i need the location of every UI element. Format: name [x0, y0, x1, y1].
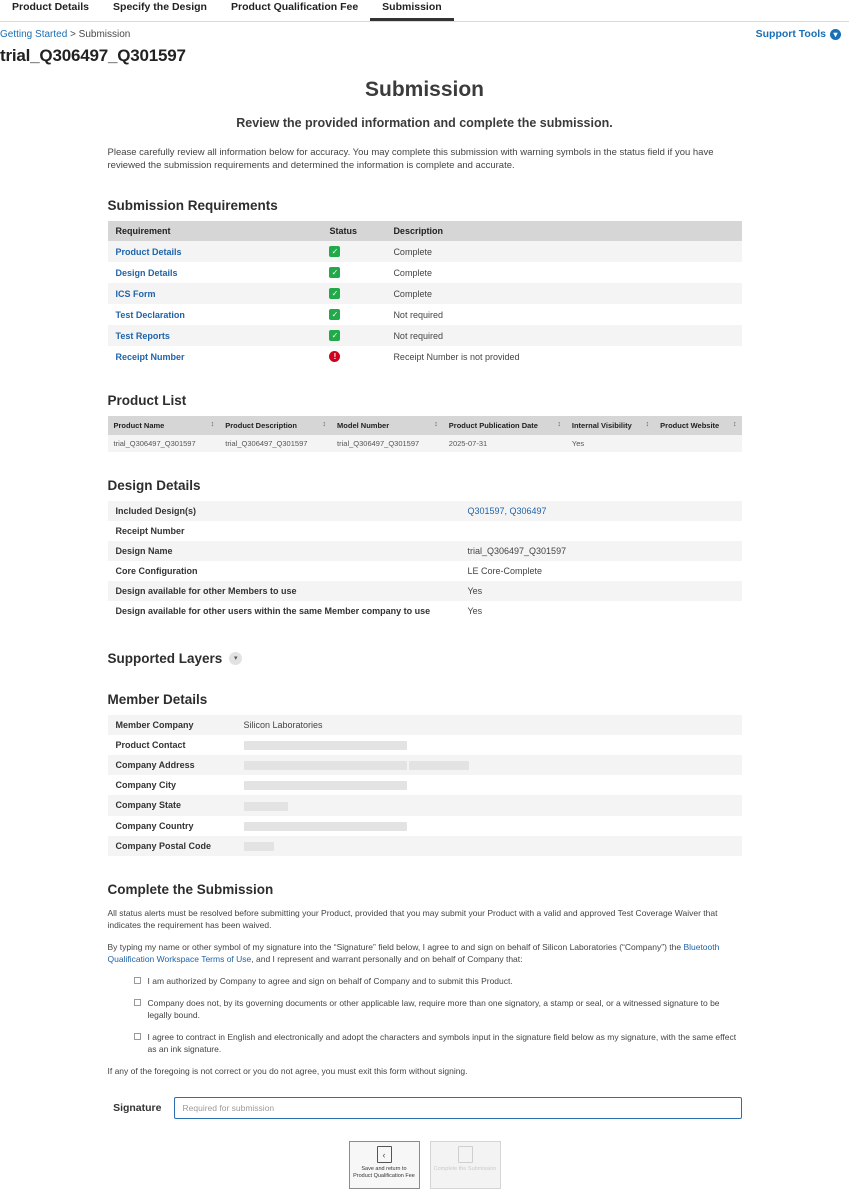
table-row: [108, 501, 742, 521]
value-company-postal-code: [236, 836, 742, 856]
consent-label-authorized: I am authorized by Company to agree and sign on behalf of Company and to submit this Product.: [147, 975, 513, 986]
column-label: Product Publication Date: [448, 421, 538, 430]
terms-pre-text: By typing my name or other symbol of my signature into the “Signature” field below, I agree to and sign on behalf of Silicon Laboratories (“Company”) the: [107, 941, 684, 952]
value-receipt-number: [460, 521, 742, 541]
save-and-return-button[interactable]: [349, 1141, 420, 1189]
requirement-link-test-declaration[interactable]: Test Declaration: [115, 309, 185, 320]
column-label: Internal Visibility: [571, 421, 632, 430]
requirement-cell: [108, 304, 322, 325]
description-cell: Not required: [393, 330, 443, 341]
cell-publication-date: 2025-07-31: [443, 435, 566, 452]
status-cell: [321, 346, 385, 367]
submission-requirements-table: [108, 221, 742, 367]
complete-submission-heading: Complete the Submission: [107, 881, 274, 897]
value-design-available-members: Yes: [460, 581, 742, 601]
consent-row-single-signatory: [134, 997, 742, 1021]
complete-submission-button[interactable]: [430, 1141, 501, 1189]
requirement-link-design-details[interactable]: Design Details: [115, 267, 178, 278]
value-member-company: Silicon Laboratories: [236, 715, 742, 735]
value-core-configuration: LE Core-Complete: [460, 561, 742, 581]
breadcrumb-separator: >: [70, 28, 76, 40]
label-design-name: Design Name: [108, 541, 460, 561]
chevron-circle-icon: ▾: [830, 29, 841, 40]
description-cell: Not required: [393, 309, 443, 320]
requirement-link-ics-form[interactable]: ICS Form: [115, 288, 156, 299]
requirement-link-test-reports[interactable]: Test Reports: [115, 330, 170, 341]
table-row: [108, 241, 742, 262]
column-header-requirement: Requirement: [108, 221, 322, 241]
supported-layers-heading: Supported Layers: [107, 651, 223, 666]
sort-icon[interactable]: ↕: [434, 421, 437, 428]
redacted-value: [244, 741, 407, 750]
support-tools-label: Support Tools: [755, 28, 826, 40]
redacted-value: [244, 802, 288, 811]
label-design-available-members: Design available for other Members to use: [108, 581, 460, 601]
description-cell: Complete: [393, 288, 432, 299]
requirement-cell: [108, 241, 322, 262]
chevron-down-icon[interactable]: ▾: [229, 652, 242, 665]
requirement-cell: [108, 262, 322, 283]
label-core-configuration: Core Configuration: [108, 561, 460, 581]
signature-input[interactable]: [174, 1097, 742, 1119]
redacted-value: [409, 761, 469, 770]
requirement-cell: [108, 346, 322, 367]
product-list-table: [108, 416, 742, 452]
check-icon: ✓: [329, 246, 340, 257]
label-included-designs: Included Design(s): [108, 501, 460, 521]
description-cell: Complete: [393, 246, 432, 257]
check-icon: ✓: [329, 330, 340, 341]
signature-label: Signature: [113, 1101, 162, 1114]
page-intro-text: Please carefully review all information below for accuracy. You may complete this submission with warning symbols in the status field if you have reviewed the submission requirements and determined the information is complete and accurate.: [107, 147, 714, 171]
check-icon: ✓: [329, 267, 340, 278]
error-icon: !: [329, 351, 340, 362]
sort-icon[interactable]: ↕: [322, 421, 326, 428]
status-cell: [321, 304, 385, 325]
member-details-heading: Member Details: [107, 692, 208, 707]
table-row: [108, 836, 742, 856]
breadcrumb-link-getting-started[interactable]: Getting Started: [0, 28, 68, 40]
table-row: [108, 601, 742, 621]
table-row: [108, 755, 742, 775]
sort-icon[interactable]: ↕: [210, 421, 214, 428]
column-header-product-name[interactable]: [108, 416, 220, 435]
primary-navigation: [0, 0, 849, 22]
label-company-address: Company Address: [108, 755, 236, 775]
requirement-link-product-details[interactable]: Product Details: [115, 246, 182, 257]
table-row: [108, 346, 742, 367]
checkbox-electronic-signature[interactable]: [134, 1033, 141, 1040]
checkbox-authorized[interactable]: [134, 977, 141, 984]
nav-tab-product-qualification-fee[interactable]: [219, 0, 370, 21]
breadcrumb-current: Submission: [78, 28, 131, 40]
table-row: [108, 262, 742, 283]
cell-internal-visibility: Yes: [566, 435, 654, 452]
column-header-publication-date[interactable]: [443, 416, 566, 435]
complete-submission-label: Complete the Submission: [433, 1165, 497, 1172]
complete-paragraph-2: [108, 941, 742, 965]
redacted-value: [244, 842, 274, 851]
product-list-heading: Product List: [107, 393, 187, 408]
requirement-link-receipt-number[interactable]: Receipt Number: [115, 351, 185, 362]
table-header-row: [108, 221, 742, 241]
column-header-product-website[interactable]: [654, 416, 741, 435]
design-details-table: [108, 501, 742, 621]
table-row: [108, 735, 742, 755]
sort-icon[interactable]: ↕: [645, 421, 649, 428]
sort-icon[interactable]: ↕: [733, 421, 736, 428]
description-cell: Complete: [393, 267, 432, 278]
cell-model-number: trial_Q306497_Q301597: [331, 435, 443, 452]
label-product-contact: Product Contact: [108, 735, 236, 755]
table-row: [108, 435, 742, 452]
cell-product-name: trial_Q306497_Q301597: [108, 435, 220, 452]
nav-tab-label: Submission: [382, 1, 442, 13]
breadcrumb: [0, 29, 130, 40]
redacted-value: [244, 781, 407, 790]
table-row: [108, 325, 742, 346]
supported-layers-section[interactable]: [108, 651, 742, 666]
label-receipt-number: Receipt Number: [108, 521, 460, 541]
footer-button-row: [108, 1141, 742, 1189]
table-row: [108, 283, 742, 304]
status-cell: [321, 325, 385, 346]
redacted-value: [244, 822, 407, 831]
consent-row-authorized: [134, 975, 742, 987]
column-label: Product Website: [660, 421, 720, 430]
consent-label-single-signatory: Company does not, by its governing documents or other applicable law, require more than one signatory, a stamp or seal, or a witnessed signature to be legally bound.: [147, 997, 720, 1020]
nav-tab-specify-the-design[interactable]: [101, 0, 219, 21]
label-company-postal-code: Company Postal Code: [108, 836, 236, 856]
value-company-city: [236, 775, 742, 795]
sort-icon[interactable]: ↕: [557, 421, 560, 428]
table-row: [108, 581, 742, 601]
page-subtitle: Review the provided information and complete the submission.: [236, 116, 613, 130]
table-header-row: [108, 416, 742, 435]
status-cell: [321, 262, 385, 283]
value-company-country: [236, 816, 742, 836]
table-row: [108, 816, 742, 836]
terms-of-use-link[interactable]: Bluetooth Qualification Workspace Terms of Use: [107, 941, 720, 964]
member-details-table: [108, 715, 742, 856]
nav-tab-submission[interactable]: [370, 0, 454, 21]
label-member-company: Member Company: [108, 715, 236, 735]
consent-row-electronic-signature: [134, 1031, 742, 1055]
column-header-description: Description: [385, 221, 741, 241]
column-header-model-number[interactable]: [331, 416, 443, 435]
design-details-heading: Design Details: [107, 478, 201, 493]
table-row: [108, 715, 742, 735]
column-label: Model Number: [337, 421, 390, 430]
nav-tab-label: Product Qualification Fee: [230, 1, 359, 13]
complete-footnote: If any of the foregoing is not correct or you do not agree, you must exit this form without signing.: [107, 1065, 468, 1076]
signature-row: [108, 1097, 742, 1119]
column-header-product-description[interactable]: [219, 416, 331, 435]
value-included-designs: [460, 501, 742, 521]
check-icon: ✓: [329, 309, 340, 320]
column-header-status: Status: [321, 221, 385, 241]
description-cell: Receipt Number is not provided: [393, 351, 520, 362]
column-label: Product Name: [113, 421, 165, 430]
requirement-cell: [108, 325, 322, 346]
value-design-available-users: Yes: [460, 601, 742, 621]
consent-label-electronic-signature: I agree to contract in English and electronically and adopt the characters and symbols input in the signature field below as my signature, with the same effect as an ink signature.: [147, 1031, 737, 1054]
column-label: Product Description: [225, 421, 297, 430]
label-company-state: Company State: [108, 795, 236, 815]
nav-tab-label: Specify the Design: [113, 1, 207, 13]
status-cell: [321, 283, 385, 304]
design-links[interactable]: Q301597, Q306497: [467, 506, 547, 516]
table-row: [108, 541, 742, 561]
label-design-available-users: Design available for other users within the same Member company to use: [108, 601, 460, 621]
requirement-cell: [108, 283, 322, 304]
table-row: [108, 521, 742, 541]
breadcrumb-row: [0, 22, 849, 44]
document-icon: [458, 1146, 473, 1163]
page-title: Submission: [364, 78, 485, 101]
cell-product-description: trial_Q306497_Q301597: [219, 435, 331, 452]
label-company-city: Company City: [108, 775, 236, 795]
redacted-value: [244, 761, 407, 770]
complete-paragraph-1: All status alerts must be resolved before submitting your Product, provided that you may submit your Product with a valid and approved Test Coverage Waiver that indicates the requirement has been waived.: [107, 907, 718, 930]
nav-tab-product-details[interactable]: [0, 0, 101, 21]
nav-tab-label: Product Details: [12, 1, 90, 13]
label-company-country: Company Country: [108, 816, 236, 836]
check-icon: ✓: [329, 288, 340, 299]
support-tools-button[interactable]: [756, 28, 841, 40]
table-row: [108, 775, 742, 795]
submission-requirements-heading: Submission Requirements: [107, 198, 278, 213]
value-product-contact: [236, 735, 742, 755]
back-document-icon: ‹: [377, 1146, 392, 1163]
terms-post-text: , and I represent and warrant personally and on behalf of Company that:: [251, 953, 523, 964]
table-row: [108, 304, 742, 325]
checkbox-single-signatory[interactable]: [134, 999, 141, 1006]
column-header-internal-visibility[interactable]: [566, 416, 654, 435]
save-and-return-label: Save and return to Product Qualification Fee: [353, 1165, 415, 1179]
table-row: [108, 795, 742, 815]
value-design-name: trial_Q306497_Q301597: [460, 541, 742, 561]
value-company-state: [236, 795, 742, 815]
page-trial-title: trial_Q306497_Q301597: [0, 46, 186, 65]
table-row: [108, 561, 742, 581]
value-company-address: [236, 755, 742, 775]
status-cell: [321, 241, 385, 262]
cell-product-website: [654, 435, 741, 452]
